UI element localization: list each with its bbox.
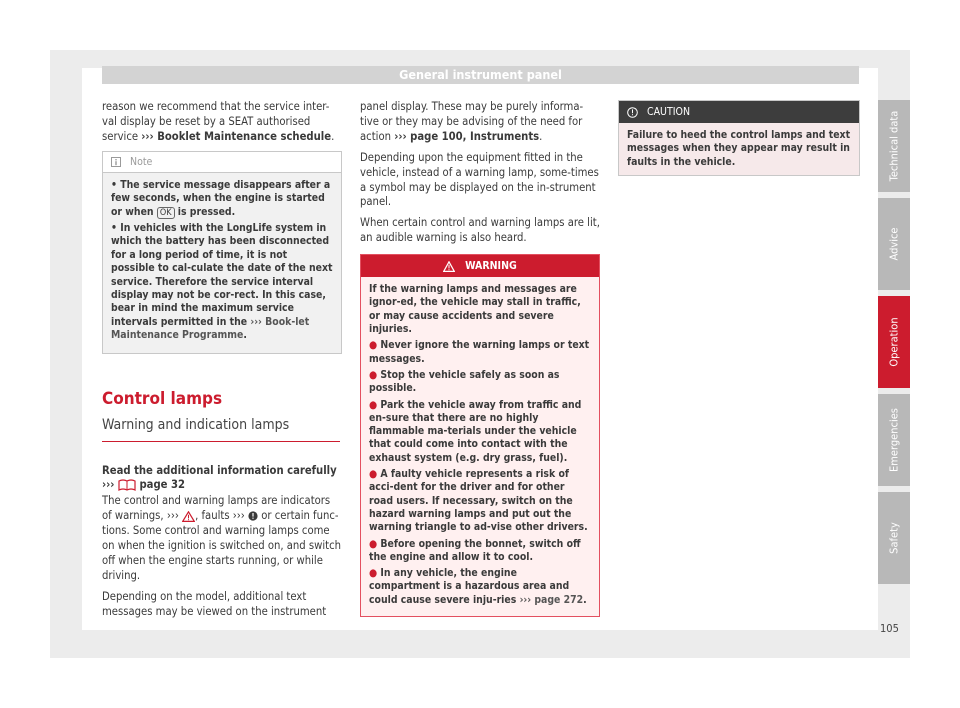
warning-title: WARNING bbox=[465, 260, 517, 273]
column-middle bbox=[360, 100, 600, 617]
tab-operation[interactable]: Operation bbox=[878, 296, 910, 388]
paragraph-audible: When certain control and warning lamps are lit, an audible warning is also heard. bbox=[360, 216, 600, 245]
ok-button-symbol: OK bbox=[157, 207, 175, 219]
read-more-label: Read the additional information carefully bbox=[102, 463, 337, 477]
note-box bbox=[102, 151, 342, 354]
warning-box bbox=[360, 254, 600, 617]
maintenance-programme-ref[interactable]: ››› Book-let Maintenance Programme bbox=[111, 315, 310, 342]
warning-body bbox=[361, 277, 599, 616]
paragraph-equipment: Depending upon the equipment fitted in the vehicle, instead of a warning lamp, some-times a symbol may be displayed on the in-strument panel. bbox=[360, 150, 599, 209]
read-more-ref[interactable]: ››› page 32 bbox=[102, 478, 185, 492]
caution-icon bbox=[627, 106, 638, 118]
warning-triangle-icon bbox=[182, 509, 195, 522]
warning-item: ● A faulty vehicle represents a risk of acci-dent for the driver and for other road users. If necessary, switch on the hazard warning lamps and put out the warning triangle to ad-vise other drivers. bbox=[369, 468, 588, 534]
warning-header bbox=[361, 255, 599, 277]
caution-body: Failure to heed the control lamps and text messages when they appear may result in faults in the vehicle. bbox=[619, 123, 859, 175]
warning-icon bbox=[443, 260, 455, 272]
page-number: 105 bbox=[880, 622, 899, 635]
tab-advice[interactable]: Advice bbox=[878, 198, 910, 290]
warning-item: ● Park the vehicle away from traffic and en-sure that there are no highly flammable ma-terials under the vehicle that could come into contact with the exhaust system (e.g. dry grass, fuel). bbox=[369, 398, 582, 464]
note-item: • The service message disappears after a few seconds, when the engine is started or when OK is pressed. bbox=[111, 178, 331, 218]
tab-technical-data[interactable]: Technical data bbox=[878, 100, 910, 192]
note-item: • In vehicles with the LongLife system in which the battery has been disconnected for a long period of time, it is not possible to cal-culate the date of the next service. Therefore the service interval display may not be cor-rect. In this case, bear in mind the maximum service intervals permitted in the ››› Book-let Maintenance Programme. bbox=[111, 221, 333, 342]
tab-emergencies[interactable]: Emergencies bbox=[878, 394, 910, 486]
note-header bbox=[103, 152, 341, 173]
caution-header bbox=[619, 101, 859, 123]
column-right bbox=[618, 100, 860, 176]
section-subtitle: Warning and indication lamps bbox=[102, 418, 340, 442]
page-272-ref[interactable]: ››› page 272 bbox=[519, 593, 584, 606]
fault-circle-icon bbox=[248, 509, 258, 522]
instruments-ref[interactable]: ››› page 100, Instruments bbox=[394, 129, 540, 143]
note-body bbox=[103, 173, 341, 353]
warning-intro: If the warning lamps and messages are ignor-ed, the vehicle may stall in traffic, or may cause accidents and severe injuries. bbox=[369, 283, 581, 336]
intro-paragraph: reason we recommend that the service inter-val display be reset by a SEAT authorised service ››› Booklet Maintenance schedule. bbox=[102, 100, 335, 143]
book-icon bbox=[118, 478, 136, 491]
caution-box bbox=[618, 100, 860, 176]
maintenance-schedule-ref[interactable]: ››› Booklet Maintenance schedule bbox=[141, 129, 332, 143]
paragraph-text-messages: Depending on the model, additional text messages may be viewed on the instrument bbox=[102, 589, 327, 618]
warning-item: ● Never ignore the warning lamps or text messages. bbox=[369, 339, 590, 365]
warning-item: ● In any vehicle, the engine compartment is a hazardous area and could cause severe inju-ries ››› page 272. bbox=[369, 567, 587, 606]
section-title: Control lamps bbox=[102, 388, 223, 409]
paragraph-panel-display: panel display. These may be purely informa-tive or they may be advising of the need for action ››› page 100, Instruments. bbox=[360, 100, 584, 143]
warning-item: ● Stop the vehicle safely as soon as possible. bbox=[369, 368, 560, 395]
column-left bbox=[102, 100, 342, 626]
paragraph-indicators: The control and warning lamps are indicators of warnings, ››› , faults ››› or certain func-tions. Some control and warning lamps come on when the ignition is switched on, and switch off when the engine starts running, or while driving. bbox=[102, 494, 342, 582]
info-icon bbox=[111, 156, 121, 168]
tab-safety[interactable]: Safety bbox=[878, 492, 910, 584]
caution-title: CAUTION bbox=[647, 106, 691, 118]
note-title: Note bbox=[130, 155, 153, 168]
warning-item: ● Before opening the bonnet, switch off the engine and allow it to cool. bbox=[369, 537, 581, 563]
page-header: General instrument panel bbox=[102, 66, 859, 84]
